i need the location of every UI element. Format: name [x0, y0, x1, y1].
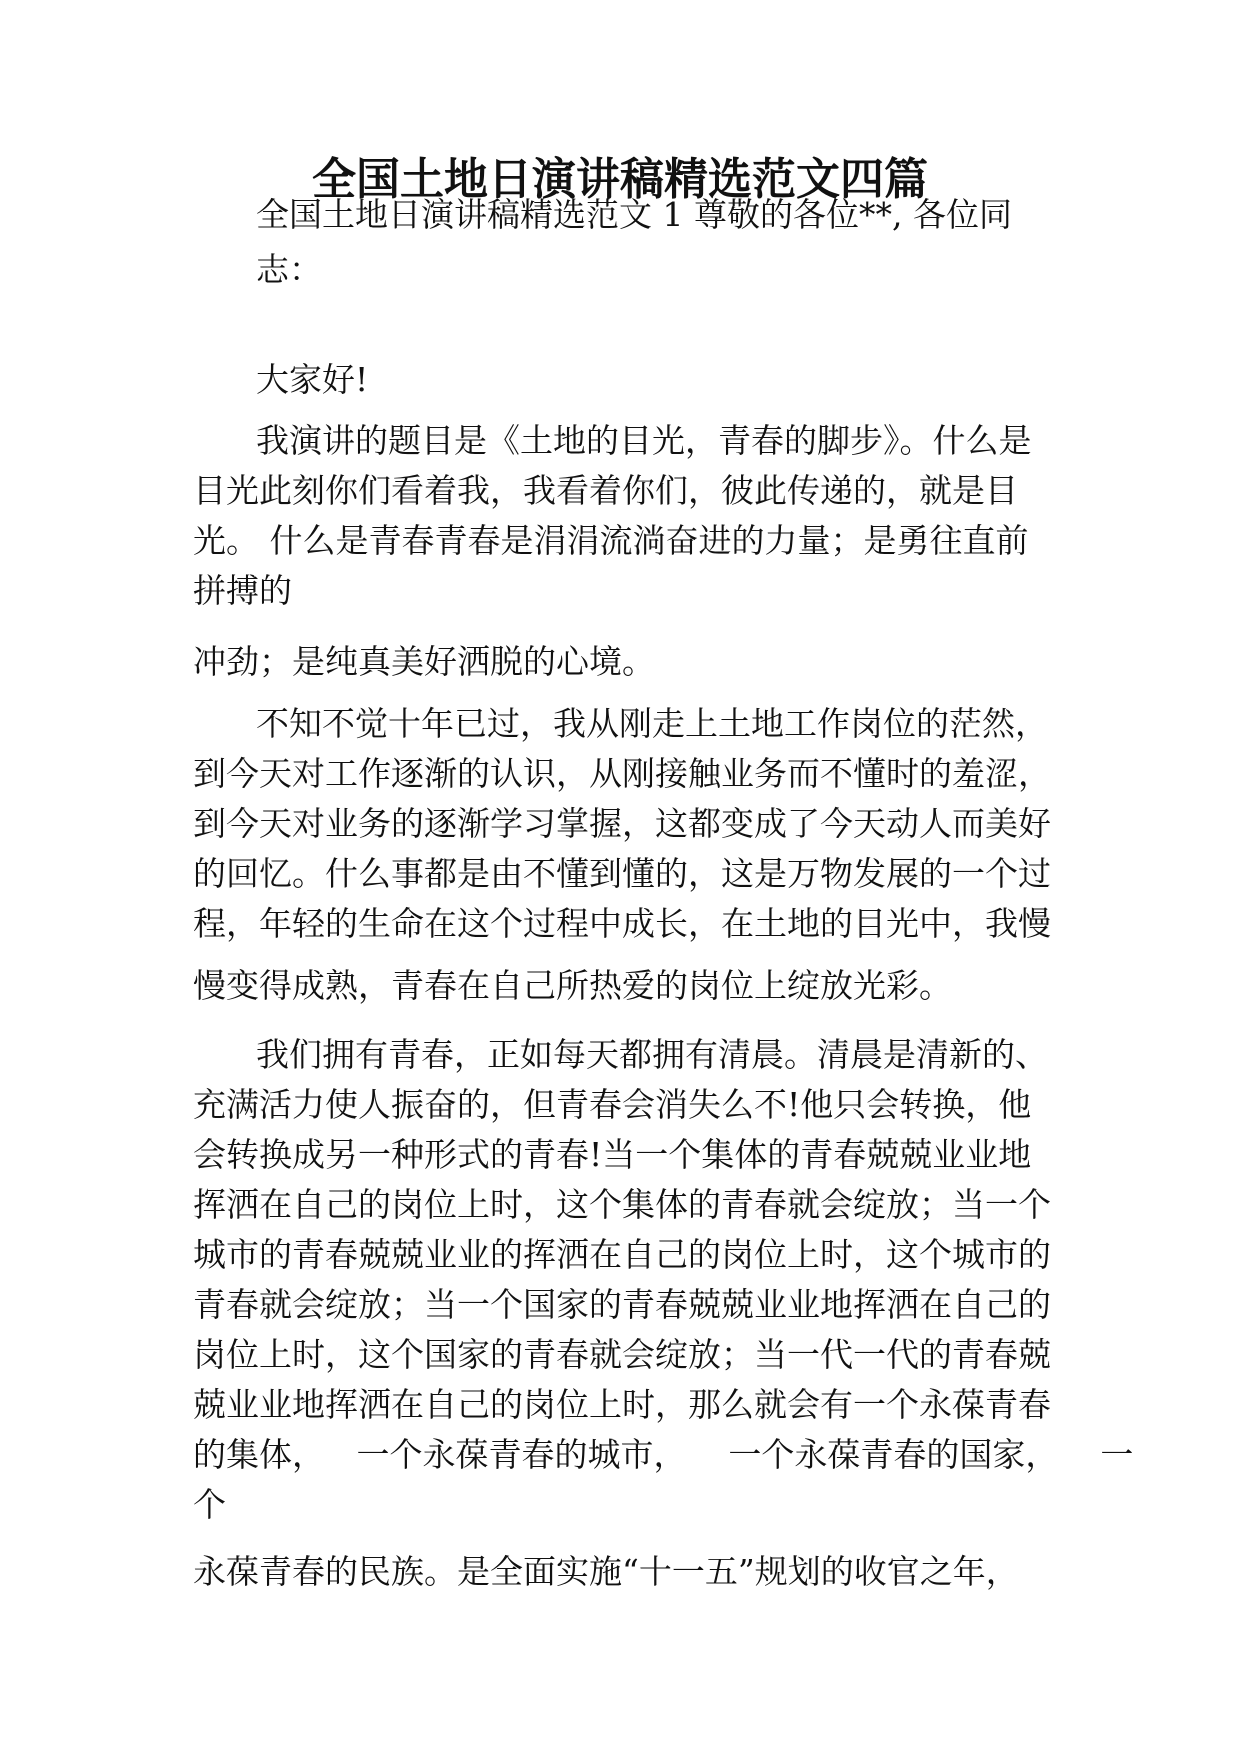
text-line: 慢变得成熟，青春在自己所热爱的岗位上绽放光彩。 — [193, 966, 952, 1005]
text-line: 城市的青春兢兢业业的挥洒在自己的岗位上时，这个城市的 — [193, 1235, 1051, 1274]
text-line: 的回忆。什么事都是由不懂到懂的，这是万物发展的一个过 — [193, 854, 1051, 893]
text-line: 个 — [193, 1485, 226, 1524]
text-line: 冲劲；是纯真美好洒脱的心境。 — [193, 642, 655, 681]
text-line: 目光此刻你们看着我，我看着你们，彼此传递的，就是目 — [193, 471, 1018, 510]
text-line: 程，年轻的生命在这个过程中成长，在土地的目光中，我慢 — [193, 904, 1051, 943]
text-line: 青春就会绽放；当一个国家的青春兢兢业业地挥洒在自己的 — [193, 1285, 1051, 1324]
text-line: 充满活力使人振奋的，但青春会消失么不!他只会转换，他 — [193, 1085, 1032, 1124]
text-line: 全国土地日演讲稿精选范文 1 尊敬的各位**, 各位同 — [256, 195, 1012, 234]
text-line: 的集体， 一个永葆青春的城市， 一个永葆青春的国家， 一 — [193, 1435, 1134, 1474]
text-line: 光。 什么是青春青春是涓涓流淌奋进的力量；是勇往直前 — [193, 521, 1029, 560]
text-line: 我演讲的题目是《土地的目光，青春的脚步》。什么是 — [256, 421, 1032, 460]
text-line: 志： — [256, 250, 322, 289]
text-line: 我们拥有青春，正如每天都拥有清晨。清晨是清新的、 — [256, 1035, 1048, 1074]
text-line: 到今天对工作逐渐的认识，从刚接触业务而不懂时的羞涩， — [193, 754, 1051, 793]
text-line: 拼搏的 — [193, 571, 292, 610]
text-line: 挥洒在自己的岗位上时，这个集体的青春就会绽放；当一个 — [193, 1185, 1051, 1224]
text-line: 兢业业地挥洒在自己的岗位上时，那么就会有一个永葆青春 — [193, 1385, 1051, 1424]
document-title: 全国土地日演讲稿精选范文四篇 — [312, 154, 928, 205]
text-line: 到今天对业务的逐渐学习掌握，这都变成了今天动人而美好 — [193, 804, 1051, 843]
text-line: 永葆青春的民族。是全面实施“十一五”规划的收官之年， — [193, 1552, 1019, 1591]
text-line: 岗位上时，这个国家的青春就会绽放；当一代一代的青春兢 — [193, 1335, 1051, 1374]
text-line: 会转换成另一种形式的青春!当一个集体的青春兢兢业业地 — [193, 1135, 1032, 1174]
text-line: 大家好! — [256, 360, 369, 399]
text-line: 不知不觉十年已过，我从刚走上土地工作岗位的茫然， — [256, 704, 1048, 743]
